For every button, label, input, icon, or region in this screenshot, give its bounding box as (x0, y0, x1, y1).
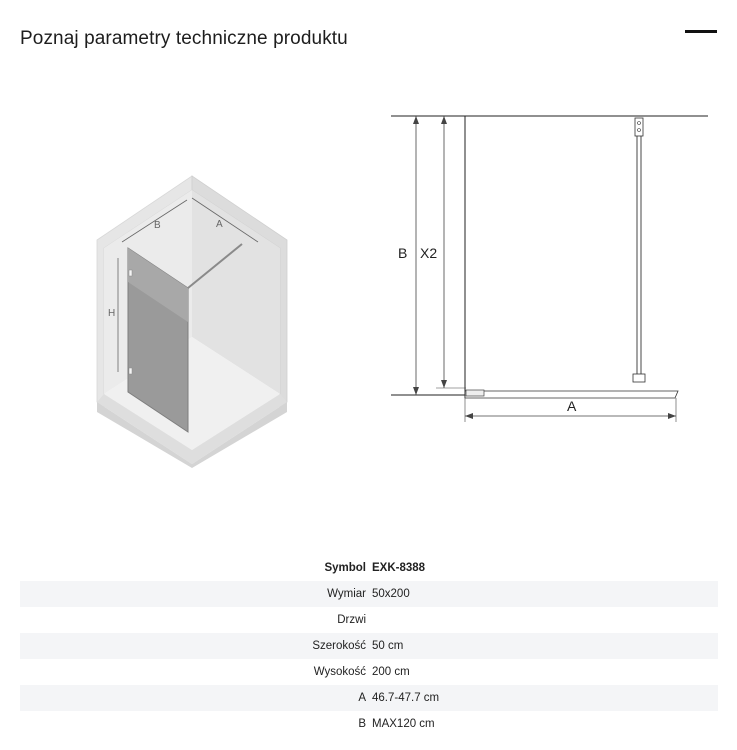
spec-row-drzwi (20, 607, 718, 633)
spec-value: 200 cm (372, 666, 410, 678)
spec-row-b (20, 711, 718, 737)
spec-label: Szerokość (20, 633, 372, 659)
spec-row-szerokosc (20, 633, 718, 659)
spec-row-wymiar (20, 581, 718, 607)
spec-value (372, 607, 718, 633)
iso-label-a: A (216, 219, 223, 230)
spec-label: Drzwi (337, 614, 366, 626)
isometric-diagram (92, 172, 292, 468)
plan-diagram (386, 106, 716, 426)
spec-row-a (20, 685, 718, 711)
iso-label-b: B (154, 220, 161, 231)
spec-label: Wysokość (313, 666, 366, 678)
spec-value: 46.7-47.7 cm (372, 685, 718, 711)
plan-label-b: B (398, 245, 408, 261)
plan-label-a: A (567, 398, 577, 414)
spec-label: Symbol (324, 562, 366, 574)
spec-label: B (358, 718, 366, 730)
spec-label: A (20, 685, 372, 711)
spec-row-symbol (20, 555, 718, 581)
collapse-button[interactable] (684, 22, 718, 40)
plan-label-x2: X2 (420, 245, 438, 261)
spec-value: 50x200 (372, 581, 718, 607)
spec-label: Wymiar (20, 581, 372, 607)
spec-value: EXK-8388 (372, 562, 426, 574)
specs-table (20, 555, 718, 737)
spec-value: MAX120 cm (372, 718, 435, 730)
minus-icon (685, 30, 717, 33)
iso-label-h: H (108, 308, 116, 319)
spec-row-wysokosc (20, 659, 718, 685)
spec-value: 50 cm (372, 633, 718, 659)
page-title: Poznaj parametry techniczne produktu (20, 28, 348, 49)
